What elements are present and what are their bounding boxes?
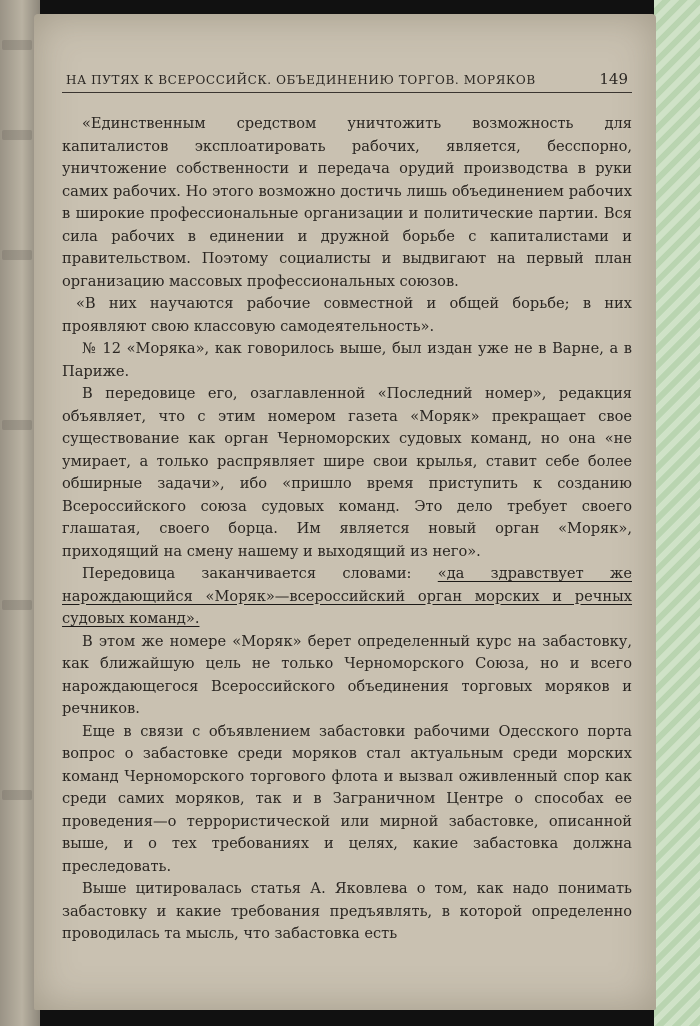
- page-content: [62, 70, 632, 996]
- paragraph: «Единственным средством уничтожить возможность для капиталистов эксплоатировать рабочих, является, бесспорно, уничтожение собственности и передача орудий производства в руки самих рабочих. Но этого возможно достичь лишь объединением рабочих в широкие профессиональные организации и политические партии. Вся сила рабочих в единении и дружной борьбе с капиталистами и правительством. Поэтому социалисты и выдвигают на первый план организацию массовых профессиональных союзов.: [62, 115, 632, 290]
- running-title: НА ПУТЯХ К ВСЕРОССИЙСК. ОБЪЕДИНЕНИЮ ТОРГОВ. МОРЯКОВ: [66, 73, 536, 87]
- paragraph-with-underline: [62, 563, 632, 631]
- paragraph: Выше цитировалась статья А. Яковлева о том, как надо понимать забастовку и какие требования предъявлять, в которой определенно проводилась та мысль, что забастовка есть: [62, 880, 632, 942]
- page-number: 149: [599, 70, 628, 88]
- paragraph-lead: Передовица заканчивается словами:: [82, 565, 438, 582]
- paragraph: Еще в связи с объявлением забастовки рабочими Одесского порта вопрос о забастовке среди моряков стал актуальным среди морских команд Черноморского торгового флота и вызвал оживленный спор как среди самих моряков, так и в Заграничном Центре о способах ее проведения—о террористической или мирной забастовке, описанной выше, и о тех требованиях и целях, какие забастовка должна преследовать.: [62, 722, 632, 875]
- body-text: [62, 113, 632, 946]
- underlined-quote: «да здравствует же нарождающийся «Моряк»—всероссийский орган морских и речных судовых команд».: [62, 565, 632, 627]
- paragraph: В этом же номере «Моряк» берет определенный курс на забастовку, как ближайшую цель не только Черноморского Союза, но и всего нарождающегося Всероссийского объединения торговых моряков и речников.: [62, 632, 632, 717]
- paragraph: № 12 «Моряка», как говорилось выше, был издан уже не в Варне, а в Париже.: [62, 340, 632, 380]
- book-cover-edge: [654, 0, 700, 1026]
- book-page: [34, 14, 656, 1010]
- paragraph: «В них научаются рабочие совместной и общей борьбе; в них проявляют свою классовую самодеятельность».: [62, 295, 632, 335]
- paragraph: В передовице его, озаглавленной «Последний номер», редакция объявляет, что с этим номером газета «Моряк» прекращает свое существование как орган Черноморских судовых команд, но она «не умирает, а только распрявляет шире свои крылья, ставит себе более обширные задачи», ибо «пришло время приступить к созданию Всероссийского союза судовых команд. Это дело требует своего глашатая, своего борца. Им является новый орган «Моряк», приходящий на смену нашему и выходящий из него».: [62, 385, 632, 560]
- running-head: [62, 70, 632, 93]
